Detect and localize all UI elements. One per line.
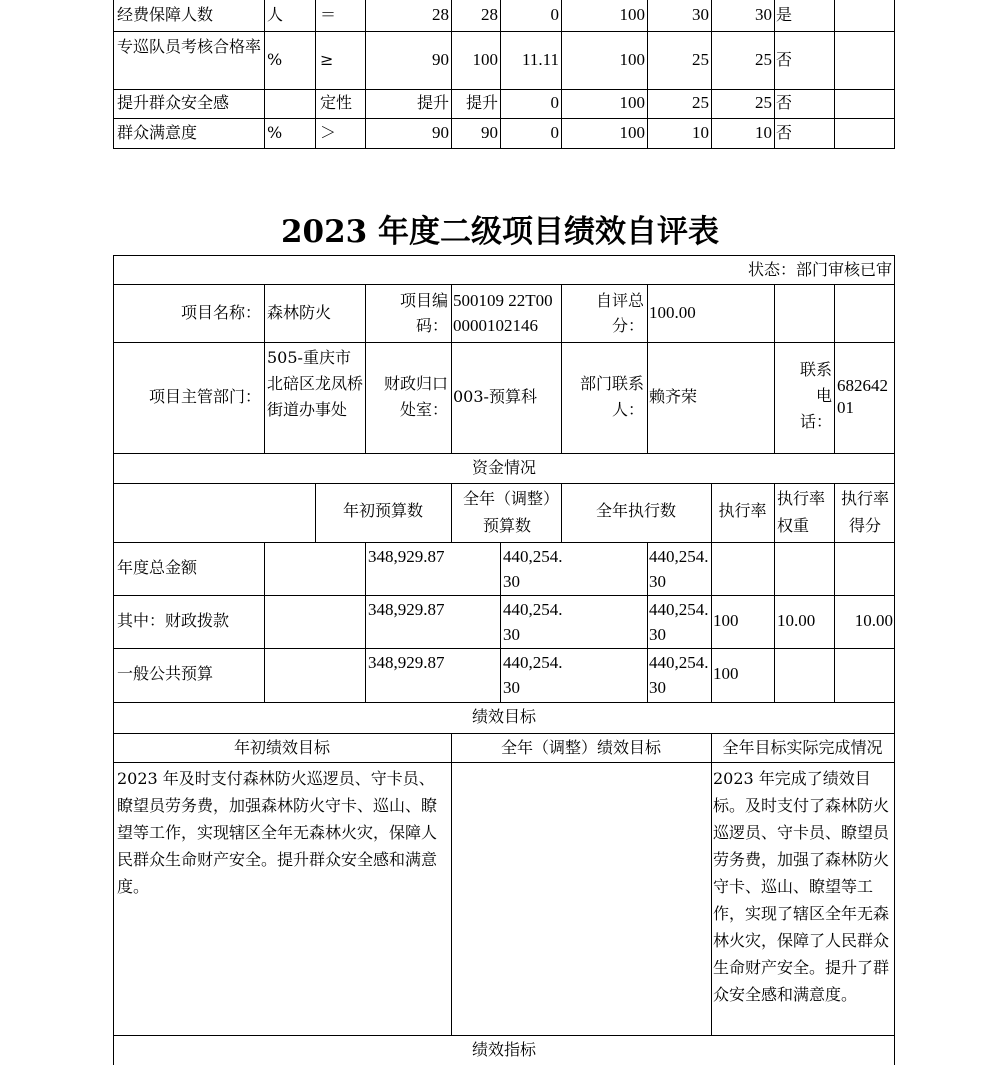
dept-name: 505-重庆市北碚区龙凤桥街道办事处 <box>267 348 364 419</box>
funds-executed: 440,254.30 <box>649 653 709 697</box>
funds-row-label: 其中：财政拨款 <box>117 611 230 630</box>
indicator-score-rate: 100 <box>619 93 645 112</box>
goals-actual-text: 2023 年完成了绩效目标。及时支付了森林防火巡逻员、守卡员、瞭望员劳务费，加强了森林防火守卡、巡山、瞭望等工作，实现了辖区全年无森林火灾，保障了人民群众生命财产安全。提升了群众安全感和满意度。 <box>713 769 890 1004</box>
indicator-score-rate: 100 <box>619 123 645 142</box>
funds-header-adjusted: 全年（调整）预算数 <box>462 489 551 535</box>
indicator-operator: ＞ <box>320 123 337 142</box>
dept-label: 项目主管部门： <box>148 387 261 406</box>
funds-rate: 100 <box>713 664 739 683</box>
indicator-weight: 30 <box>692 5 709 24</box>
indicator-weight: 25 <box>692 50 709 69</box>
indicator-name: 提升群众安全感 <box>117 93 230 112</box>
funds-rate: 100 <box>713 611 739 630</box>
funds-adjusted: 440,254.30 <box>503 547 563 591</box>
indicator-target: 提升 <box>416 93 449 112</box>
indicator-score: 30 <box>755 5 772 24</box>
funds-header-rate: 执行率 <box>718 501 767 520</box>
funds-row-label: 一般公共预算 <box>117 664 214 683</box>
indicator-flag: 是 <box>776 5 793 24</box>
page-title: 2023 年度二级项目绩效自评表 <box>280 214 720 250</box>
funds-budget: 348,929.87 <box>368 547 445 566</box>
funds-adjusted: 440,254.30 <box>503 600 563 644</box>
goals-header-adjusted: 全年（调整）绩效目标 <box>500 738 661 757</box>
indicator-score: 25 <box>755 93 772 112</box>
funds-row-label: 年度总金额 <box>117 558 198 577</box>
goals-header-actual: 全年目标实际完成情况 <box>722 738 883 757</box>
funds-rate-score: 10.00 <box>854 611 893 630</box>
indicator-name: 专巡队员考核合格率 <box>117 37 262 56</box>
self-score-label: 自评总分： <box>595 291 644 335</box>
goals-header-initial: 年初绩效目标 <box>233 738 330 757</box>
indicator-unit: % <box>267 50 283 69</box>
funds-section-title: 资金情况 <box>471 458 536 477</box>
funds-header-rate-weight: 执行率权重 <box>777 489 826 535</box>
goals-section-title: 绩效目标 <box>471 707 536 726</box>
indicator-target: 90 <box>432 123 449 142</box>
contact-label: 部门联系人： <box>579 374 644 419</box>
funds-header-executed: 全年执行数 <box>595 501 676 520</box>
finance-office-label: 财政归口处室： <box>383 374 448 419</box>
funds-executed: 440,254.30 <box>649 600 709 644</box>
indicator-actual: 100 <box>472 50 498 69</box>
funds-budget: 348,929.87 <box>368 653 445 672</box>
indicator-deviation: 0 <box>550 93 559 112</box>
funds-budget: 348,929.87 <box>368 600 445 619</box>
indicator-target: 28 <box>432 5 449 24</box>
indicator-unit: 人 <box>267 5 284 24</box>
funds-header-budget: 年初预算数 <box>342 501 423 520</box>
indicator-flag: 否 <box>776 50 793 69</box>
indicator-deviation: 0 <box>550 123 559 142</box>
indicator-score-rate: 100 <box>619 5 645 24</box>
project-code-label: 项目编码： <box>399 291 448 335</box>
finance-office: 003-预算科 <box>453 387 537 406</box>
funds-rate-weight: 10.00 <box>777 611 816 630</box>
indicator-deviation: 0 <box>550 5 559 24</box>
goals-initial-text: 2023 年及时支付森林防火巡逻员、守卡员、瞭望员劳务费，加强森林防火守卡、巡山、瞭望等工作，实现辖区全年无森林火灾，保障人民群众生命财产安全。提升群众安全感和满意度。 <box>117 769 438 896</box>
indicator-score: 25 <box>755 50 772 69</box>
indicator-name: 经费保障人数 <box>117 5 214 24</box>
indicator-operator: ≥ <box>320 50 334 69</box>
indicator-operator: ＝ <box>320 5 337 24</box>
funds-header-rate-score: 执行率得分 <box>840 489 889 535</box>
indicator-flag: 否 <box>776 123 793 142</box>
indicator-deviation: 11.11 <box>522 50 559 69</box>
indicator-weight: 25 <box>692 93 709 112</box>
indicator-weight: 10 <box>692 123 709 142</box>
indicator-flag: 否 <box>776 93 793 112</box>
indicators-section-title: 绩效指标 <box>471 1040 536 1059</box>
funds-executed: 440,254.30 <box>649 547 709 591</box>
indicator-target: 90 <box>432 50 449 69</box>
indicator-name: 群众满意度 <box>117 123 198 142</box>
phone-number: 68264201 <box>837 376 888 417</box>
indicator-score-rate: 100 <box>619 50 645 69</box>
indicator-actual: 28 <box>481 5 498 24</box>
phone-label: 联系电话： <box>799 360 832 431</box>
indicator-unit: % <box>267 123 283 142</box>
project-name: 森林防火 <box>267 303 332 322</box>
indicator-score: 10 <box>755 123 772 142</box>
indicator-actual: 提升 <box>465 93 498 112</box>
contact-name: 赖齐荣 <box>649 387 698 406</box>
funds-adjusted: 440,254.30 <box>503 653 563 697</box>
self-score: 100.00 <box>649 303 696 322</box>
status-label: 状态：部门审核已审 <box>747 260 892 279</box>
project-code: 500109 22T000000102146 <box>453 291 553 335</box>
indicator-actual: 90 <box>481 123 498 142</box>
project-name-label: 项目名称： <box>180 303 261 322</box>
indicator-operator: 定性 <box>320 93 353 112</box>
